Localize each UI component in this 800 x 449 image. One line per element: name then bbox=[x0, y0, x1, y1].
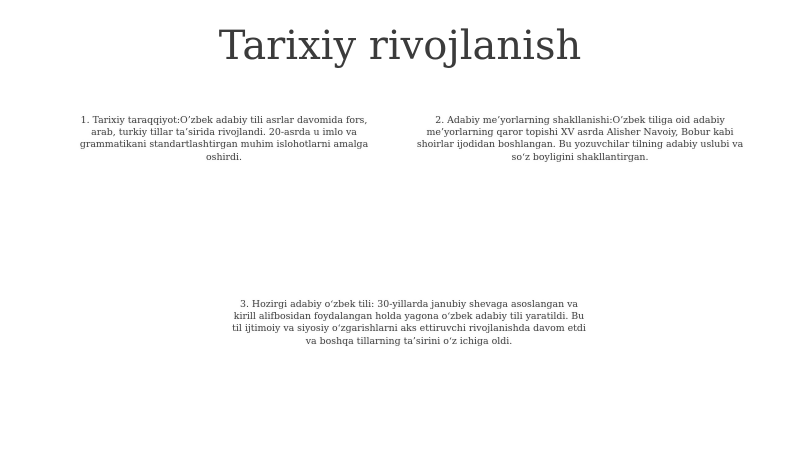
slide-title: Tarixiy rivojlanish bbox=[218, 23, 582, 69]
text-block-modern-literary-language: 3. Hozirgi adabiy o‘zbek tili: 30-yillarda janubiy shevaga asoslangan va kirill alifbosidan foydalangan holda yagona o‘zbek adabiy tili yaratildi. Bu til ijtimoiy va siyosiy o‘zgarishlarni aks ettiruvchi rivojlanishda davom etdi va boshqa tillarning ta’sirini o‘z ichiga oldi. bbox=[232, 299, 586, 347]
text-block-literary-norms: 2. Adabiy me’yorlarning shakllanishi:O’zbek tiliga oid adabiy me’yorlarning qaror topishi XV asrda Alisher Navoiy, Bobur kabi shoirlar ijodidan boshlangan. Bu yozuvchilar tilning adabiy uslubi va so‘z boyligini shakllantirgan. bbox=[416, 115, 744, 163]
text-block-historical-development: 1. Tarixiy taraqqiyot:O’zbek adabiy tili asrlar davomida fors, arab, turkiy tillar ta’sirida rivojlandi. 20-asrda u imlo va grammatikani standartlashtirgan muhim islohotlarni amalga oshirdi. bbox=[79, 115, 369, 163]
